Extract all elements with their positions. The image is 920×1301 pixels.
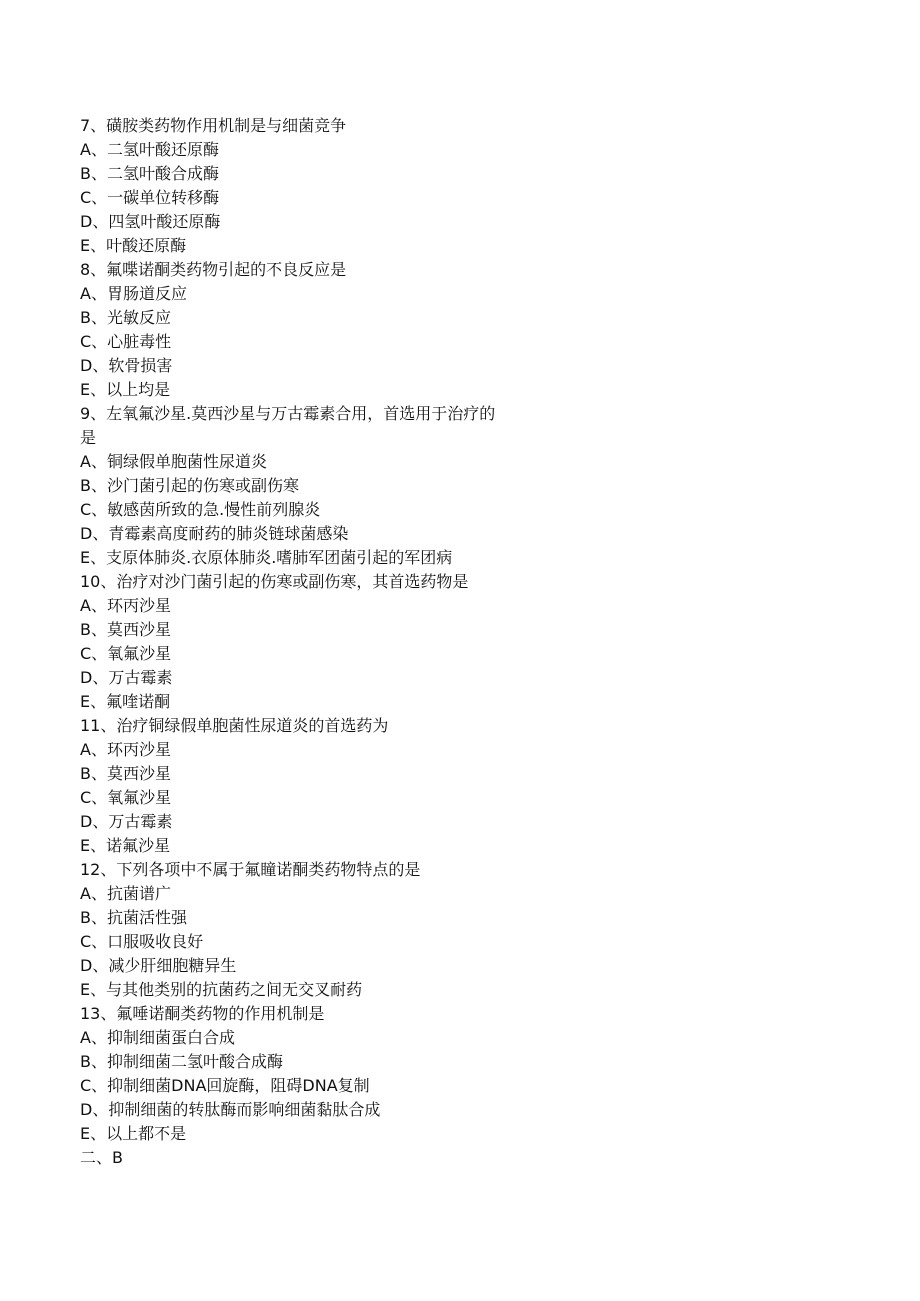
question-8-option-c: C、心脏毒性 <box>80 332 172 351</box>
question-11-option-d: D、万古霉素 <box>80 812 173 831</box>
question-11-option-e: E、诺氟沙星 <box>80 836 171 855</box>
question-8-option-b: B、光敏反应 <box>80 308 171 327</box>
question-9-stem-continued: 是 <box>80 428 97 447</box>
section-heading: 二、B <box>80 1148 123 1167</box>
question-9-option-a: A、铜绿假单胞菌性尿道炎 <box>80 452 267 471</box>
question-11-option-b: B、莫西沙星 <box>80 764 171 783</box>
question-7-option-d: D、四氢叶酸还原酶 <box>80 212 221 231</box>
question-9-option-d: D、青霉素高度耐药的肺炎链球菌感染 <box>80 524 349 543</box>
question-13-option-a: A、抑制细菌蛋白合成 <box>80 1028 235 1047</box>
question-12-option-c: C、口服吸收良好 <box>80 932 204 951</box>
question-8-option-d: D、软骨损害 <box>80 356 173 375</box>
question-11-option-a: A、环丙沙星 <box>80 740 171 759</box>
question-11-stem: 11、治疗铜绿假单胞菌性尿道炎的首选药为 <box>80 716 389 735</box>
question-12-option-d: D、减少肝细胞糖异生 <box>80 956 237 975</box>
question-10-option-e: E、氟喹诺酮 <box>80 692 171 711</box>
question-10-option-a: A、环丙沙星 <box>80 596 171 615</box>
question-13-option-b: B、抑制细菌二氢叶酸合成酶 <box>80 1052 283 1071</box>
question-8-option-a: A、胃肠道反应 <box>80 284 187 303</box>
question-13-stem: 13、氟唾诺酮类药物的作用机制是 <box>80 1004 325 1023</box>
question-7-option-b: B、二氢叶酸合成酶 <box>80 164 219 183</box>
question-7-option-e: E、叶酸还原酶 <box>80 236 187 255</box>
question-13-option-e: E、以上都不是 <box>80 1124 187 1143</box>
question-10-option-b: B、莫西沙星 <box>80 620 171 639</box>
question-7-option-a: A、二氢叶酸还原酶 <box>80 140 219 159</box>
question-12-option-e: E、与其他类别的抗菌药之间无交叉耐药 <box>80 980 363 999</box>
question-10-option-d: D、万古霉素 <box>80 668 173 687</box>
question-12-option-a: A、抗菌谱广 <box>80 884 171 903</box>
question-8-option-e: E、以上均是 <box>80 380 171 399</box>
question-8-stem: 8、氟喋诺酮类药物引起的不良反应是 <box>80 260 347 279</box>
question-9-option-e: E、支原体肺炎.衣原体肺炎.嗜肺军团菌引起的军团病 <box>80 548 453 567</box>
question-10-option-c: C、氧氟沙星 <box>80 644 172 663</box>
question-text-block <box>80 114 580 1170</box>
question-12-stem: 12、下列各项中不属于氟瞳诺酮类药物特点的是 <box>80 860 421 879</box>
question-7-stem: 7、磺胺类药物作用机制是与细菌竞争 <box>80 116 347 135</box>
question-12-option-b: B、抗菌活性强 <box>80 908 187 927</box>
question-13-option-c: C、抑制细菌DNA回旋酶，阻碍DNA复制 <box>80 1076 370 1095</box>
question-7-option-c: C、一碳单位转移酶 <box>80 188 220 207</box>
question-13-option-d: D、抑制细菌的转肽酶而影响细菌黏肽合成 <box>80 1100 381 1119</box>
question-9-option-c: C、敏感茵所致的急.慢性前列腺炎 <box>80 500 321 519</box>
question-9-stem: 9、左氧氟沙星.莫西沙星与万古霉素合用，首选用于治疗的 <box>80 404 496 423</box>
question-10-stem: 10、治疗对沙门菌引起的伤寒或副伤寒，其首选药物是 <box>80 572 469 591</box>
question-11-option-c: C、氧氟沙星 <box>80 788 172 807</box>
question-9-option-b: B、沙门菌引起的伤寒或副伤寒 <box>80 476 299 495</box>
